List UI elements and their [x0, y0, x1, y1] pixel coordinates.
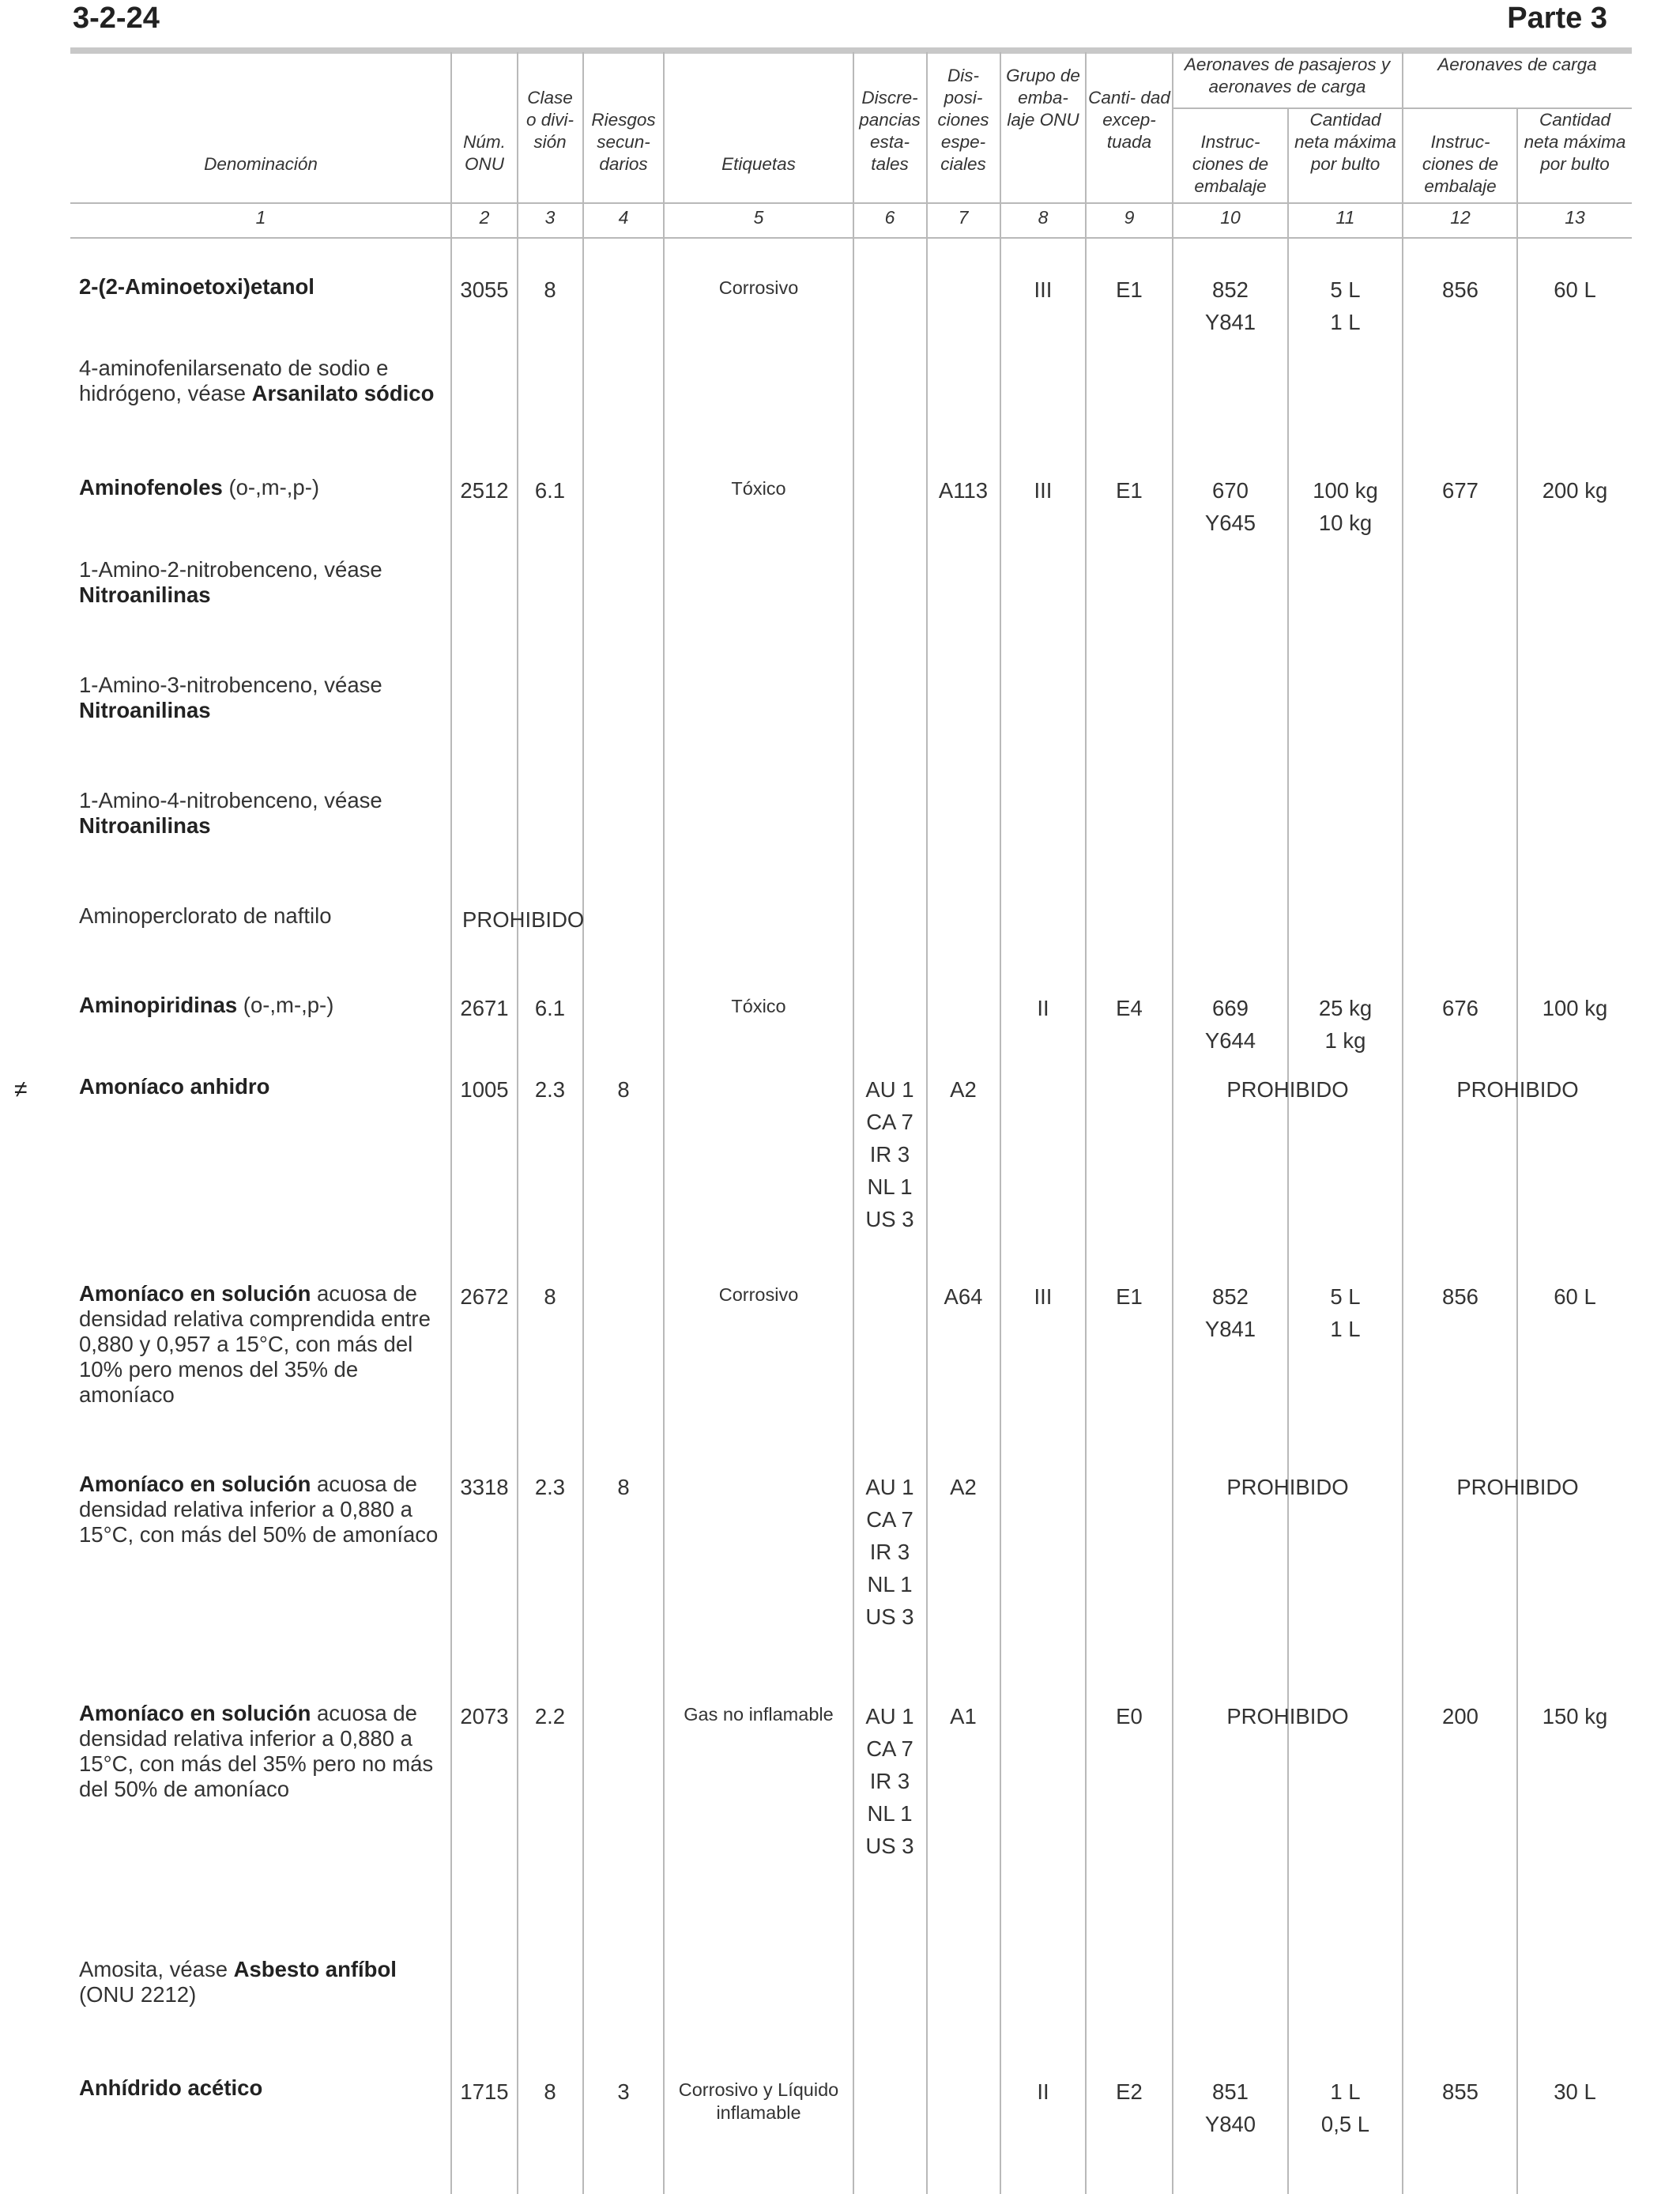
column-number: 2 [479, 207, 490, 228]
cell-qty-cao: 30 L [1554, 2079, 1596, 2104]
table-row-name: Amoníaco en solución acuosa de densidad relativa inferior a 0,880 a 15°C, con más del 35% pero no más del 50% de amoníaco [79, 1701, 434, 1801]
col-divider [1287, 107, 1289, 2194]
cell-pi-cao: 856 [1442, 277, 1478, 302]
cell-pi-cao: 856 [1442, 1284, 1478, 1309]
cell-exc: E1 [1116, 1284, 1143, 1309]
table-row-name: Aminoperclorato de naftilo [79, 903, 332, 928]
table-row-name: Amosita, véase Asbesto anfíbol (ONU 2212) [79, 1957, 397, 2007]
cell-special: A64 [944, 1284, 983, 1309]
cell-un: 2073 [460, 1704, 509, 1728]
col-divider [1000, 52, 1001, 2194]
cell-qty-cao: 100 kg [1542, 996, 1608, 1020]
col-divider [853, 52, 854, 2194]
cell-special: A1 [950, 1704, 977, 1728]
header-instrucciones-12: Instruc- ciones de embalaje [1422, 132, 1499, 196]
cell-pg: III [1034, 1284, 1053, 1309]
cell-un: 2672 [460, 1284, 509, 1309]
cell-pg: II [1037, 996, 1049, 1020]
column-number: 7 [958, 207, 969, 228]
cell-class: 2.2 [534, 1704, 566, 1728]
col-divider [1172, 52, 1173, 2194]
prohibited-cao: PROHIBIDO [1456, 1077, 1579, 1102]
cell-labels: Corrosivo [718, 277, 799, 298]
header-cantidad-11: Cantidad neta máxima por bulto [1294, 110, 1396, 174]
header-etiquetas: Etiquetas [721, 154, 796, 174]
header-cantidad-exceptuada: Canti- dad excep- tuada [1088, 88, 1170, 152]
table-row-name: 1-Amino-2-nitrobenceno, véase Nitroanilinas [79, 557, 382, 607]
column-number: 6 [884, 207, 895, 228]
header-denominacion: Denominación [204, 154, 318, 174]
part-label: Parte 3 [1507, 2, 1607, 35]
cell-un: 3055 [460, 277, 509, 302]
cell-class: 2.3 [534, 1077, 566, 1102]
cell-pi-pax: 852 Y841 [1204, 277, 1256, 334]
header-discrepancias: Discre- pancias esta- tales [859, 88, 921, 174]
table-row-name: 4-aminofenilarsenato de sodio e hidrógeno, véase Arsanilato sódico [79, 356, 435, 405]
page-number: 3-2-24 [73, 2, 160, 35]
prohibited-pax: PROHIBIDO [1226, 1475, 1349, 1499]
cell-labels: Gas no inflamable [684, 1704, 834, 1725]
column-number: 3 [544, 207, 556, 228]
table-row-name: Anhídrido acético [79, 2075, 263, 2100]
cell-pg: III [1034, 277, 1053, 302]
cell-class: 6.1 [534, 478, 566, 503]
header-disposiciones: Dis- posi- ciones espe- ciales [937, 66, 989, 174]
table-row-name: 1-Amino-3-nitrobenceno, véase Nitroanilinas [79, 673, 382, 722]
prohibited-pax: PROHIBIDO [1226, 1077, 1349, 1102]
cell-exc: E0 [1116, 1704, 1143, 1728]
colnum-rule [70, 237, 1632, 239]
cell-qty-cao: 200 kg [1542, 478, 1608, 503]
table-row-name: Amoníaco anhidro [79, 1074, 270, 1099]
cell-un: 1005 [460, 1077, 509, 1102]
prohibited-label: PROHIBIDO [462, 907, 585, 932]
column-number: 11 [1335, 207, 1355, 228]
cell-un: 2671 [460, 996, 509, 1020]
cell-risks: 8 [617, 1475, 630, 1499]
col-divider [1402, 52, 1403, 2194]
column-number: 9 [1124, 207, 1135, 228]
col-divider [517, 52, 518, 2194]
cell-qty-pax: 5 L 1 L [1330, 1284, 1361, 1341]
cell-qty-pax: 25 kg 1 kg [1318, 996, 1373, 1053]
column-number: 12 [1450, 207, 1471, 228]
table-row-name: 2-(2-Aminoetoxi)etanol [79, 274, 315, 299]
cell-qty-pax: 1 L 0,5 L [1320, 2079, 1370, 2136]
column-number: 5 [753, 207, 764, 228]
col-divider [1516, 107, 1518, 2194]
cell-class: 6.1 [534, 996, 566, 1020]
cell-qty-pax: 5 L 1 L [1330, 277, 1361, 334]
cell-pi-pax: 851 Y840 [1204, 2079, 1256, 2136]
cell-qty-cao: 60 L [1554, 1284, 1596, 1309]
col-divider [1085, 52, 1087, 2194]
cell-un: 2512 [460, 478, 509, 503]
cell-class: 8 [544, 2079, 556, 2104]
header-instrucciones-10: Instruc- ciones de embalaje [1192, 132, 1269, 196]
cell-special: A2 [950, 1475, 977, 1499]
column-number: 8 [1038, 207, 1049, 228]
cell-labels: Corrosivo y Líquido inflamable [678, 2079, 839, 2123]
table-row-name: 1-Amino-4-nitrobenceno, véase Nitroanilinas [79, 788, 382, 838]
cell-qty-pax: 100 kg 10 kg [1313, 478, 1378, 535]
cell-pi-pax: 670 Y645 [1204, 478, 1256, 535]
cell-risks: 3 [617, 2079, 630, 2104]
table-row-name: Amoníaco en solución acuosa de densidad relativa inferior a 0,880 a 15°C, con más del 50% de amoníaco [79, 1472, 439, 1547]
header-riesgos: Riesgos secun- darios [591, 110, 656, 174]
cell-class: 8 [544, 277, 556, 302]
cell-un: 1715 [460, 2079, 509, 2104]
col-divider [582, 52, 584, 2194]
cell-exc: E1 [1116, 277, 1143, 302]
top-rule [70, 47, 1632, 54]
cell-pi-pax: 669 Y644 [1204, 996, 1256, 1053]
cell-pi-pax: 852 Y841 [1204, 1284, 1256, 1341]
prohibited-cao: PROHIBIDO [1456, 1475, 1579, 1499]
table-row-name: Aminopiridinas (o-,m-,p-) [79, 993, 334, 1017]
cell-un: 3318 [460, 1475, 509, 1499]
header-clase: Clase o divi- sión [525, 88, 574, 152]
cell-class: 8 [544, 1284, 556, 1309]
header-pasajeros-group: Aeronaves de pasajeros y aeronaves de carga [1184, 55, 1391, 96]
column-number: 10 [1220, 207, 1241, 228]
cell-exc: E2 [1116, 2079, 1143, 2104]
table-row-name: Aminofenoles (o-,m-,p-) [79, 475, 320, 499]
cell-pi-cao: 677 [1442, 478, 1478, 503]
cell-exc: E4 [1116, 996, 1143, 1020]
col-divider [663, 52, 665, 2194]
header-rule [70, 202, 1632, 204]
cell-pg: II [1037, 2079, 1049, 2104]
cell-pg: III [1034, 478, 1053, 503]
cell-special: A2 [950, 1077, 977, 1102]
cell-labels: Corrosivo [718, 1284, 799, 1305]
cell-exc: E1 [1116, 478, 1143, 503]
column-number: 1 [255, 207, 266, 228]
cell-pi-cao: 676 [1442, 996, 1478, 1020]
cell-labels: Tóxico [731, 996, 786, 1016]
cell-qty-cao: 60 L [1554, 277, 1596, 302]
col-divider [926, 52, 928, 2194]
cell-pi-cao: 200 [1442, 1704, 1478, 1728]
header-cantidad-13: Cantidad neta máxima por bulto [1524, 110, 1626, 174]
prohibited-pax: PROHIBIDO [1226, 1704, 1349, 1728]
cell-special: A113 [938, 478, 989, 503]
column-number: 4 [618, 207, 629, 228]
cell-discrepancies: AU 1 CA 7 IR 3 NL 1 US 3 [865, 1475, 914, 1629]
column-number: 13 [1565, 207, 1585, 228]
header-carga-group: Aeronaves de carga [1437, 55, 1597, 74]
cell-risks: 8 [617, 1077, 630, 1102]
col-divider [450, 52, 452, 2194]
cell-discrepancies: AU 1 CA 7 IR 3 NL 1 US 3 [865, 1077, 914, 1231]
cell-class: 2.3 [534, 1475, 566, 1499]
cell-pi-cao: 855 [1442, 2079, 1478, 2104]
header-grupo: Grupo de emba- laje ONU [1006, 66, 1080, 130]
header-num-onu: Núm. ONU [463, 132, 506, 174]
cell-qty-cao: 150 kg [1542, 1704, 1608, 1728]
change-mark: ≠ [14, 1076, 28, 1103]
cell-discrepancies: AU 1 CA 7 IR 3 NL 1 US 3 [865, 1704, 914, 1858]
cell-labels: Tóxico [731, 478, 786, 499]
table-row-name: Amoníaco en solución acuosa de densidad relativa comprendida entre 0,880 y 0,957 a 15°C, con más del 10% pero menos del 35% de amoníaco [79, 1281, 431, 1407]
